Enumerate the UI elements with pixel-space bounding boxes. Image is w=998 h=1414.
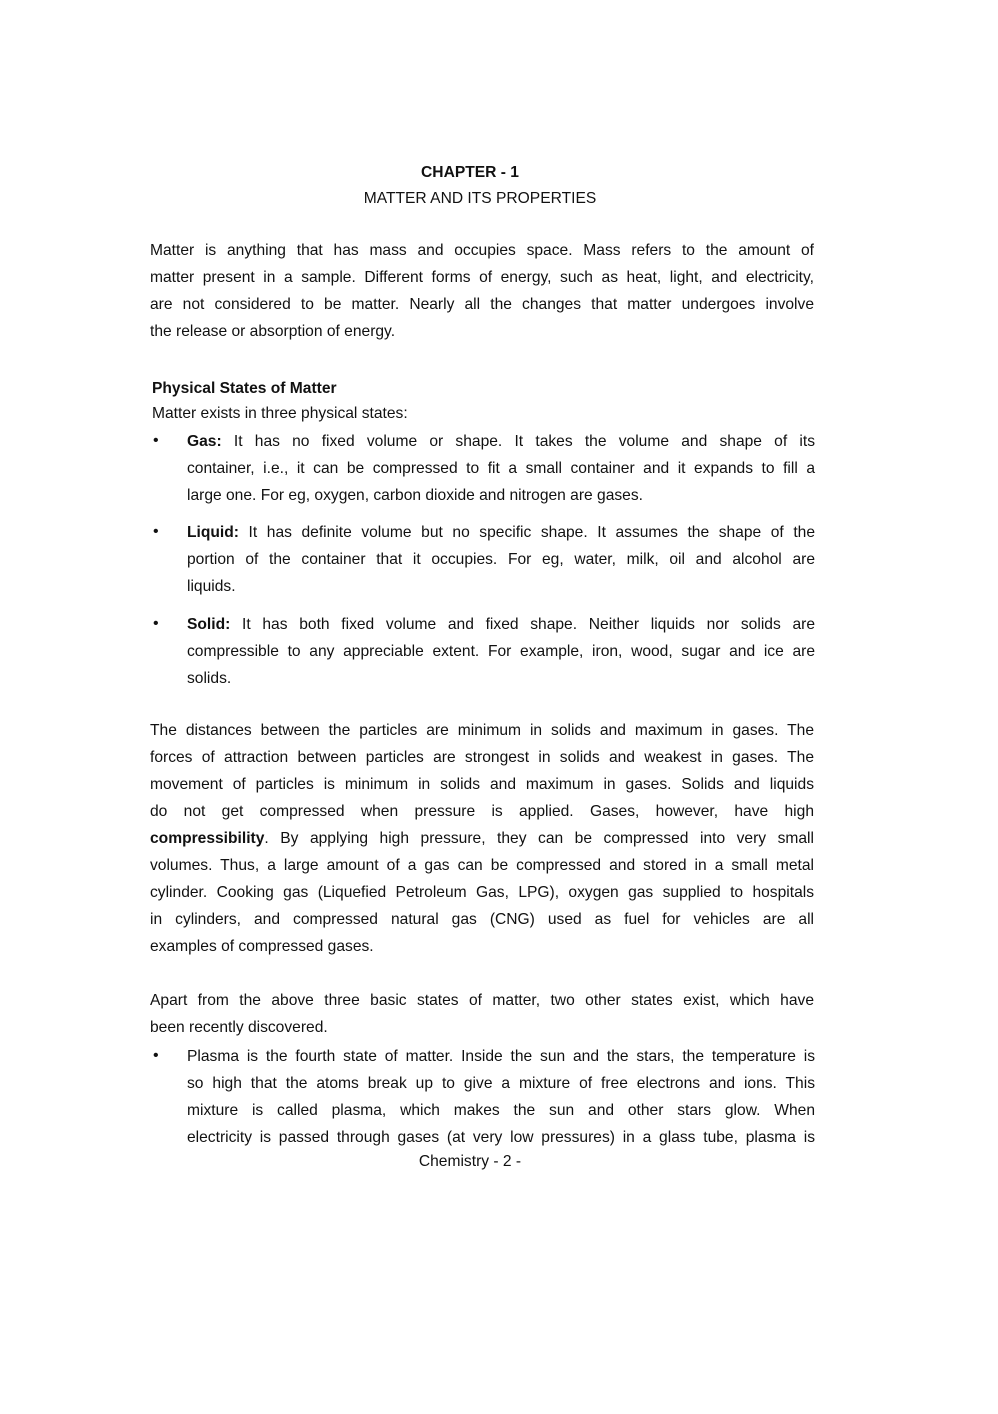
line-text: Matter is anything that has mass and occupies space. Mass refers to the amount of (150, 242, 814, 259)
line-text: the release or absorption of energy. (150, 323, 396, 340)
bullet-icon: • (153, 1047, 159, 1064)
line-text: liquids. (187, 578, 236, 595)
bullet-line (187, 670, 815, 688)
line-text: examples of compressed gases. (150, 938, 374, 955)
intro-line (150, 269, 814, 287)
line-text: mixture is called plasma, which makes the sun and other stars glow. When (187, 1102, 815, 1119)
bold-term: Gas: (187, 433, 222, 450)
line-text: electricity is passed through gases (at very low pressures) in a glass tube, plasma is (187, 1129, 815, 1146)
line-text: large one. For eg, oxygen, carbon dioxide and nitrogen are gases. (187, 487, 643, 504)
plasma-line (187, 1048, 815, 1066)
line-text: It has no fixed volume or shape. It takes the volume and shape of its (221, 433, 815, 450)
bullet-line (187, 616, 815, 634)
bullet-line (187, 487, 815, 505)
chapter-number: CHAPTER - 1 (421, 164, 519, 181)
bullet-line (187, 433, 815, 451)
line-text: It has definite volume but no specific shape. It assumes the shape of the (238, 524, 815, 541)
paragraph-line (150, 776, 814, 794)
line-text: solids. (187, 670, 232, 687)
intro-line (150, 242, 814, 260)
line-text: The distances between the particles are minimum in solids and maximum in gases. The (150, 722, 814, 739)
line-text: been recently discovered. (150, 1019, 328, 1036)
bullet-icon: • (153, 523, 159, 540)
line-text: portion of the container that it occupies. For eg, water, milk, oil and alcohol are (187, 551, 815, 568)
paragraph-line (150, 1019, 814, 1037)
bullet-line (187, 643, 815, 661)
bullet-line (187, 578, 815, 596)
plasma-line (187, 1129, 815, 1147)
line-text: in cylinders, and compressed natural gas (CNG) used as fuel for vehicles are all (150, 911, 814, 928)
line-text: forces of attraction between particles are strongest in solids and weakest in gases. The (150, 749, 814, 766)
bullet-line (187, 524, 815, 542)
intro-line (150, 296, 814, 314)
line-text: are not considered to be matter. Nearly all the changes that matter undergoes involve (150, 296, 814, 313)
bullet-line (187, 460, 815, 478)
line-text: container, i.e., it can be compressed to fit a small container and it expands to fill a (187, 460, 815, 477)
plasma-line (187, 1075, 815, 1093)
bullet-line (187, 551, 815, 569)
paragraph-line (150, 938, 814, 956)
bullet-icon: • (153, 615, 159, 632)
line-text: Apart from the above three basic states of matter, two other states exist, which have (150, 992, 814, 1009)
bold-term: compressibility (150, 830, 265, 847)
line-text: . By applying high pressure, they can be compressed into very small (264, 830, 814, 847)
paragraph-line (150, 857, 814, 875)
paragraph-line (150, 749, 814, 767)
bold-term: Solid: (187, 616, 231, 633)
section-lead: Matter exists in three physical states: (152, 405, 408, 422)
line-text: Plasma is the fourth state of matter. Inside the sun and the stars, the temperature is (187, 1048, 815, 1065)
section-heading: Physical States of Matter (152, 380, 337, 397)
line-text: do not get compressed when pressure is applied. Gases, however, have high (150, 803, 814, 820)
line-text: volumes. Thus, a large amount of a gas can be compressed and stored in a small metal (150, 857, 814, 874)
paragraph-line (150, 830, 814, 848)
bullet-icon: • (153, 432, 159, 449)
line-text: matter present in a sample. Different forms of energy, such as heat, light, and electricity, (150, 269, 814, 286)
paragraph-line (150, 884, 814, 902)
paragraph-line (150, 911, 814, 929)
line-text: compressible to any appreciable extent. For example, iron, wood, sugar and ice are (187, 643, 815, 660)
paragraph-line (150, 803, 814, 821)
plasma-line (187, 1102, 815, 1120)
intro-line (150, 323, 814, 341)
chapter-title: MATTER AND ITS PROPERTIES (363, 190, 597, 207)
page-footer: Chemistry - 2 - (418, 1153, 522, 1170)
line-text: so high that the atoms break up to give a mixture of free electrons and ions. This (187, 1075, 815, 1092)
bold-term: Liquid: (187, 524, 239, 541)
paragraph-line (150, 722, 814, 740)
line-text: movement of particles is minimum in solids and maximum in gases. Solids and liquids (150, 776, 814, 793)
line-text: cylinder. Cooking gas (Liquefied Petroleum Gas, LPG), oxygen gas supplied to hospitals (150, 884, 814, 901)
paragraph-line (150, 992, 814, 1010)
line-text: It has both fixed volume and fixed shape. Neither liquids nor solids are (230, 616, 815, 633)
